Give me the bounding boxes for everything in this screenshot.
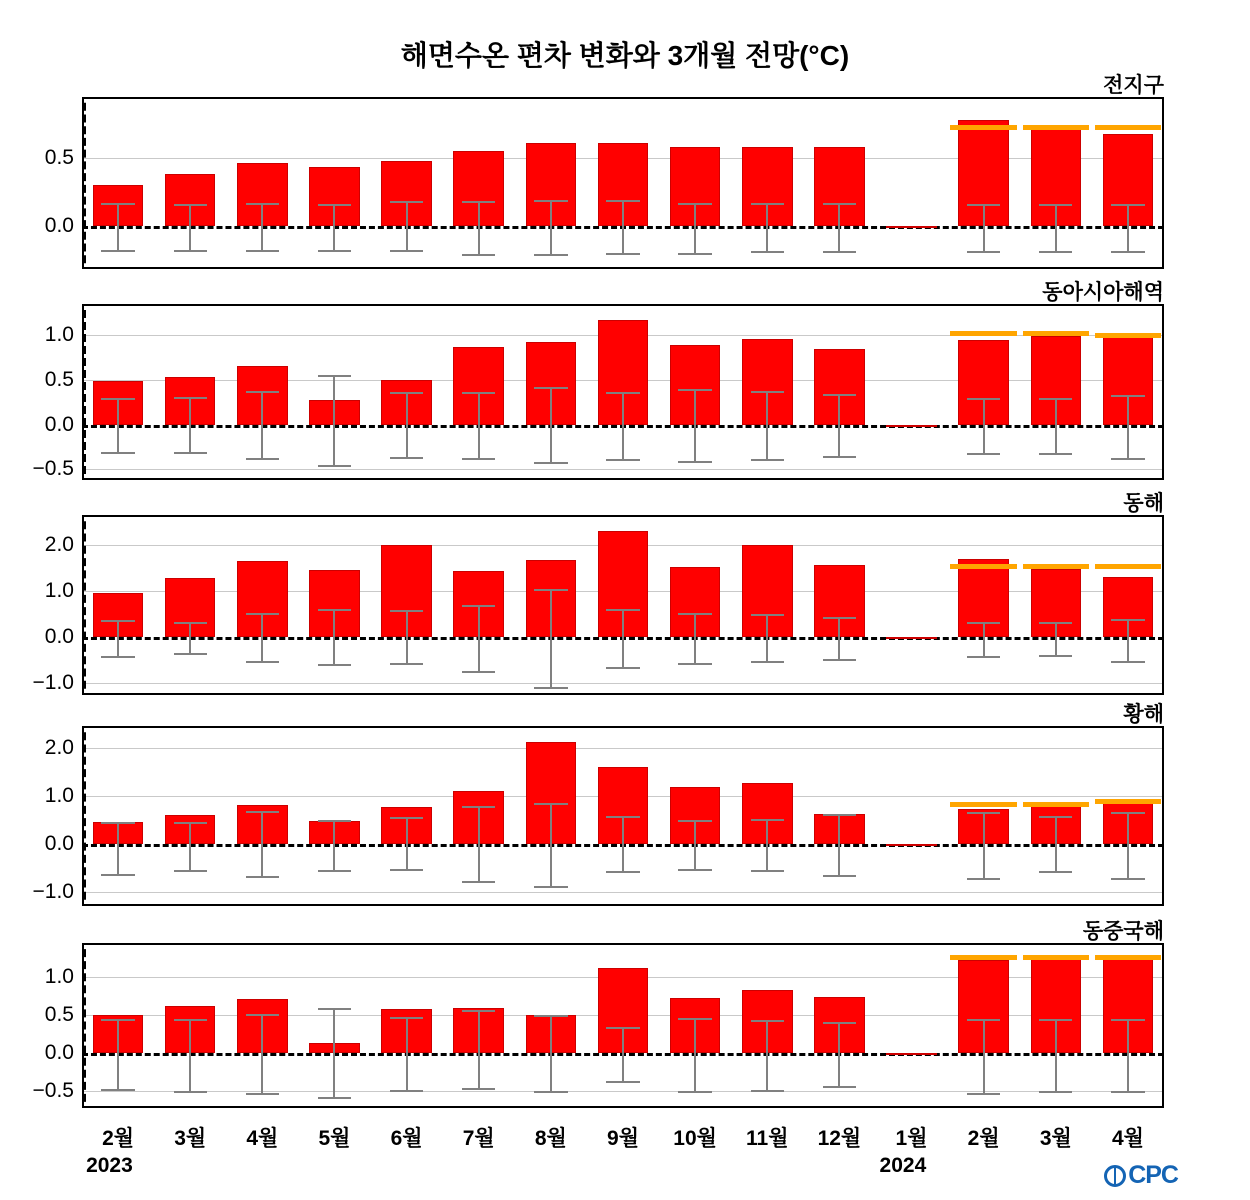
y-tick-label: 0.5 <box>44 367 74 391</box>
panel-frame <box>82 726 1164 906</box>
y-tick-label: −0.5 <box>32 1079 74 1103</box>
y-tick-label: 2.0 <box>44 735 74 759</box>
globe-icon <box>1104 1165 1126 1187</box>
y-tick-label: −1.0 <box>32 879 74 903</box>
year-label-right: 2024 <box>879 1154 927 1177</box>
x-tick-label: 8월 <box>534 1127 567 1150</box>
x-tick-label: 4월 <box>1111 1127 1144 1150</box>
y-tick-label: 1.0 <box>44 579 74 603</box>
chart-panel-1 <box>82 97 1164 269</box>
x-tick-label: 3월 <box>1039 1127 1072 1150</box>
y-tick-label: 0.5 <box>44 1003 74 1027</box>
x-axis <box>82 1122 1164 1182</box>
y-tick-label: −1.0 <box>32 671 74 695</box>
y-tick-label: 1.0 <box>44 783 74 807</box>
chart-panel-4 <box>82 726 1164 906</box>
panel-title-1: 전지구 <box>1103 74 1164 97</box>
panel-frame <box>82 515 1164 695</box>
panel-title-3: 동해 <box>1123 492 1164 515</box>
x-tick-label: 1월 <box>895 1127 928 1150</box>
year-label-left: 2023 <box>86 1154 133 1177</box>
panel-frame <box>82 304 1164 480</box>
x-tick-label: 10월 <box>673 1127 717 1150</box>
x-tick-label: 4월 <box>246 1127 279 1150</box>
chart-panel-2 <box>82 304 1164 480</box>
panel-title-4: 황해 <box>1123 703 1164 726</box>
x-tick-label: 5월 <box>318 1127 351 1150</box>
y-tick-label: 0.0 <box>44 412 74 436</box>
y-tick-label: −0.5 <box>32 457 74 481</box>
x-tick-label: 6월 <box>390 1127 423 1150</box>
x-tick-label: 3월 <box>174 1127 207 1150</box>
panel-title-2: 동아시아해역 <box>1042 281 1164 304</box>
chart-panel-5 <box>82 943 1164 1108</box>
page-title: 해면수온 편차 변화와 3개월 전망(°C) <box>400 40 850 71</box>
x-tick-label: 12월 <box>817 1127 862 1150</box>
x-tick-label: 9월 <box>607 1127 639 1150</box>
y-tick-label: 0.5 <box>44 145 74 169</box>
y-tick-label: 0.0 <box>44 625 74 649</box>
y-tick-label: 1.0 <box>44 323 74 347</box>
x-tick-label: 7월 <box>462 1127 495 1150</box>
logo-text: CPC <box>1128 1161 1178 1189</box>
panel-frame <box>82 943 1164 1108</box>
y-tick-label: 2.0 <box>44 533 74 556</box>
panel-frame <box>82 97 1164 269</box>
panel-title-5: 동중국해 <box>1082 920 1164 943</box>
cpc-logo <box>1104 1161 1178 1190</box>
x-tick-label: 2월 <box>967 1127 1000 1150</box>
chart-panel-3 <box>82 515 1164 695</box>
y-tick-label: 0.0 <box>44 213 74 237</box>
y-tick-label: 1.0 <box>44 965 74 989</box>
y-tick-label: 0.0 <box>44 831 74 855</box>
y-tick-label: 0.0 <box>44 1041 74 1065</box>
x-tick-label: 2월 <box>102 1127 135 1150</box>
x-tick-label: 11월 <box>746 1127 789 1150</box>
